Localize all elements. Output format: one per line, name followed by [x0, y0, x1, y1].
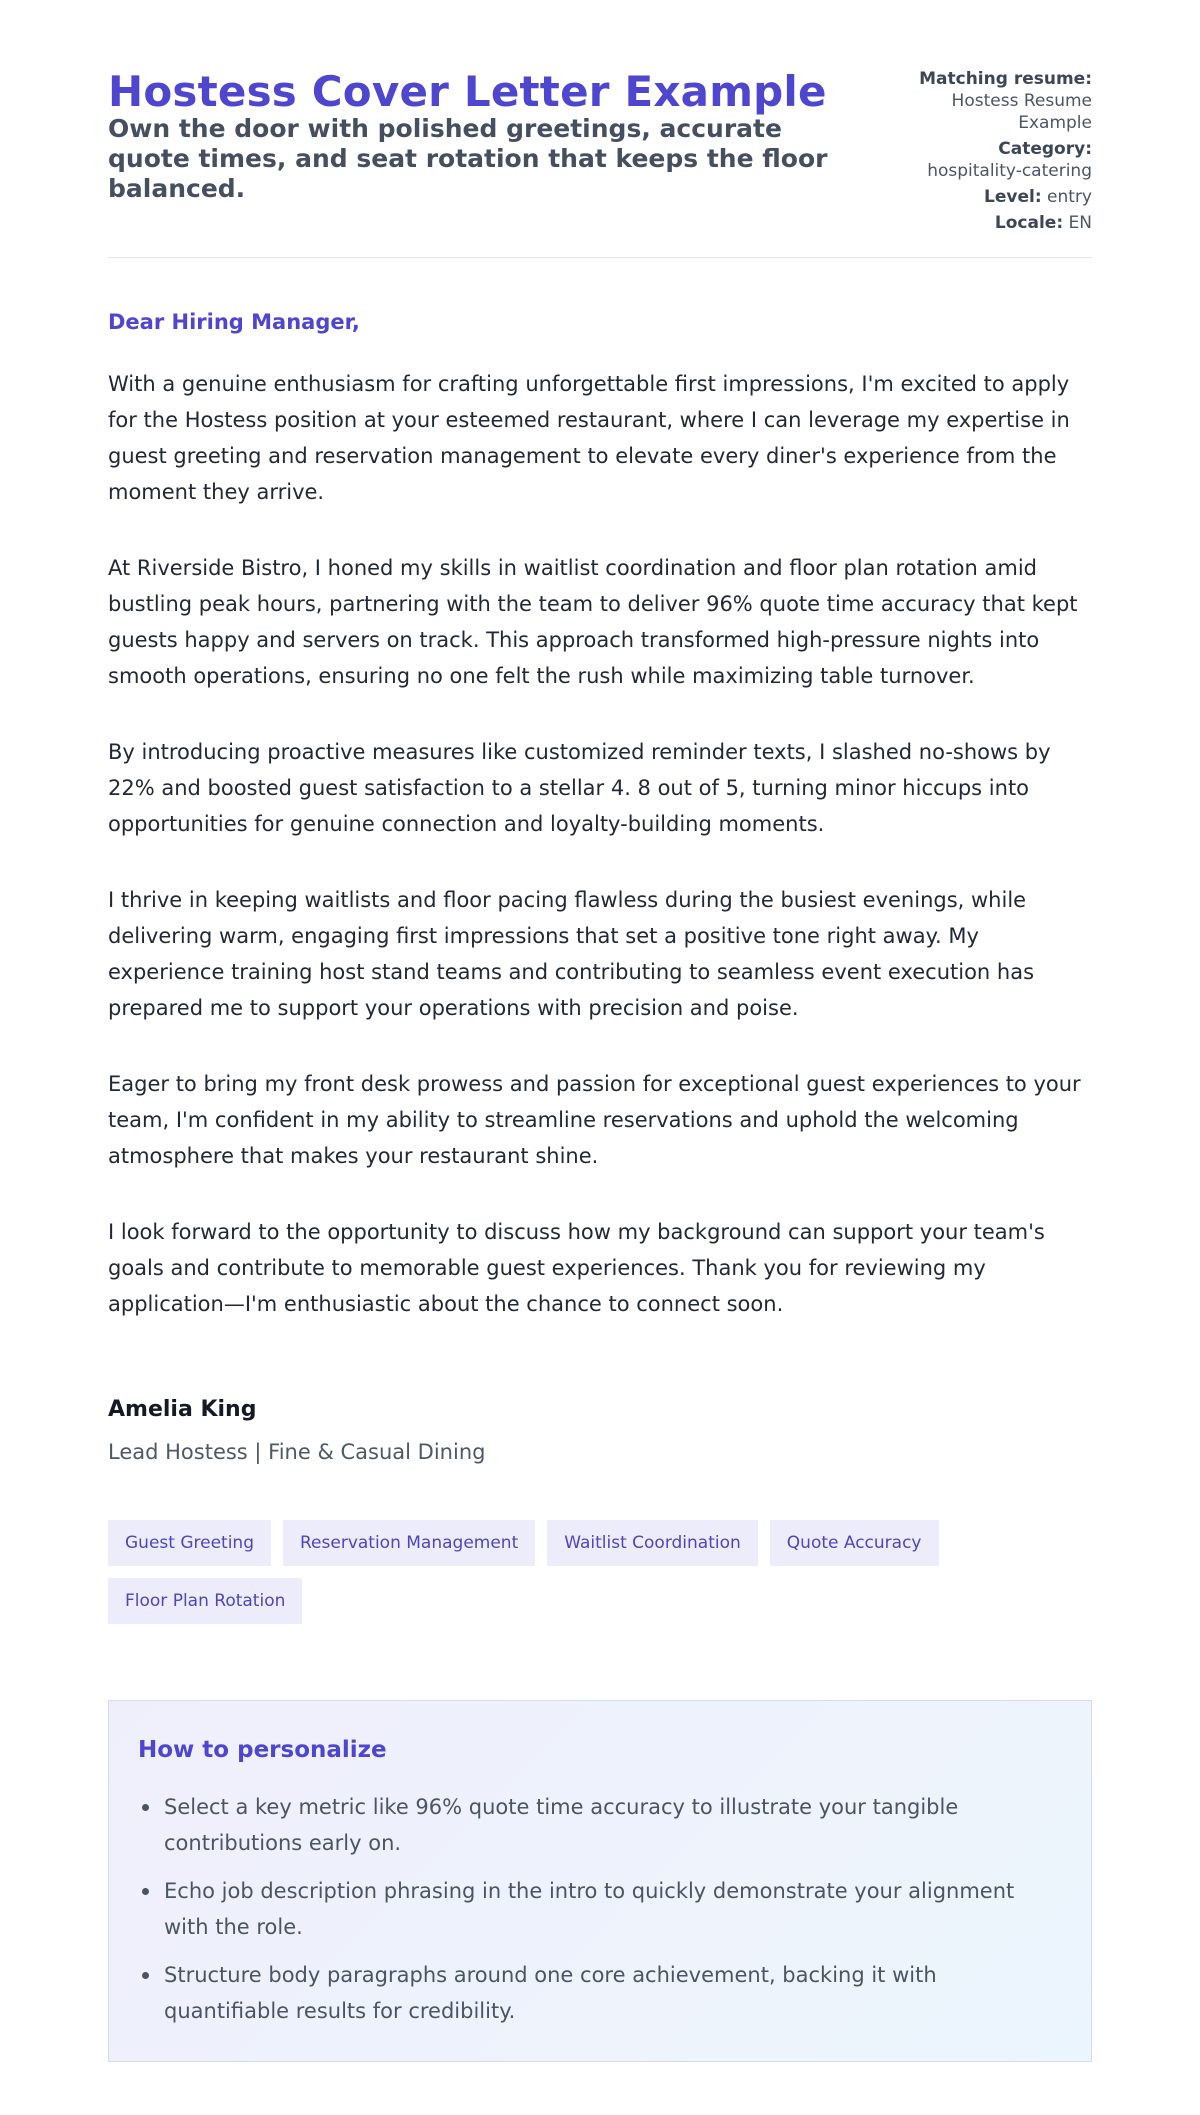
tip-item: Select a key metric like 96% quote time accuracy to illustrate your tangible contributions early on. [164, 1789, 1062, 1861]
meta-matching-resume [882, 68, 1092, 134]
letter-paragraph: At Riverside Bistro, I honed my skills in waitlist coordination and floor plan rotation amid bustling peak hours, partnering with the team to deliver 96% quote time accuracy that kept guests happy and servers on track. This approach transformed high-pressure nights into smooth operations, ensuring no one felt the rush while maximizing table turnover. [108, 556, 1078, 688]
page-title: Hostess Cover Letter Example [108, 67, 827, 116]
meta-category-value: hospitality-catering [927, 161, 1092, 181]
page-subtitle: Own the door with polished greetings, accurate quote times, and seat rotation that keeps the floor balanced. [108, 114, 828, 203]
meta-level-value: entry [1047, 187, 1092, 207]
page-header [108, 0, 1092, 258]
meta-locale-label: Locale: [994, 213, 1064, 233]
tip-item: Structure body paragraphs around one core achievement, backing it with quantifiable results for credibility. [164, 1957, 1062, 2029]
letter-paragraph: I thrive in keeping waitlists and floor pacing flawless during the busiest evenings, while delivering warm, engaging first impressions that set a positive tone right away. My experience training host stand teams and contributing to seamless event execution has prepared me to support your operations with precision and poise. [108, 888, 1035, 1020]
personalize-tips-box [108, 1700, 1092, 2062]
meta-panel [882, 68, 1092, 238]
signature-block [108, 1396, 1092, 1466]
letter-paragraph: Eager to bring my front desk prowess and passion for exceptional guest experiences to your team, I'm confident in my ability to streamline reservations and uphold the welcoming atmosphere that makes your restaurant shine. [108, 1072, 1081, 1168]
signature-title: Lead Hostess | Fine & Casual Dining [108, 1440, 486, 1464]
signature-name: Amelia King [108, 1397, 257, 1422]
skill-tag: Floor Plan Rotation [108, 1578, 302, 1624]
skill-tags [108, 1520, 968, 1624]
meta-locale-value: EN [1068, 213, 1092, 233]
meta-level-label: Level: [984, 187, 1042, 207]
meta-level [882, 186, 1092, 208]
meta-locale [882, 212, 1092, 234]
letter-body [108, 258, 1092, 2062]
meta-category-label: Category: [998, 139, 1092, 159]
tips-title: How to personalize [138, 1737, 387, 1763]
meta-matching-resume-value: Hostess Resume Example [951, 91, 1092, 133]
letter-paragraph: By introducing proactive measures like customized reminder texts, I slashed no-shows by 22% and boosted guest satisfaction to a stellar 4. 8 out of 5, turning minor hiccups into opportunities for genuine connection and loyalty-building moments. [108, 740, 1051, 836]
letter-salutation: Dear Hiring Manager, [108, 310, 360, 334]
skill-tag: Reservation Management [283, 1520, 535, 1566]
skill-tag: Quote Accuracy [770, 1520, 939, 1566]
meta-matching-resume-label: Matching resume: [919, 69, 1092, 89]
skill-tag: Waitlist Coordination [547, 1520, 758, 1566]
skill-tag: Guest Greeting [108, 1520, 271, 1566]
tip-item: Echo job description phrasing in the intro to quickly demonstrate your alignment with the role. [164, 1873, 1062, 1945]
letter-paragraph: With a genuine enthusiasm for crafting unforgettable first impressions, I'm excited to apply for the Hostess position at your esteemed restaurant, where I can leverage my expertise in guest greeting and reservation management to elevate every diner's experience from the moment they arrive. [108, 372, 1070, 504]
tips-list [138, 1789, 1062, 2029]
letter-paragraph: I look forward to the opportunity to discuss how my background can support your team's goals and contribute to memorable guest experiences. Thank you for reviewing my application—I'm enthusiastic about the chance to connect soon. [108, 1220, 1045, 1316]
meta-category [882, 138, 1092, 182]
